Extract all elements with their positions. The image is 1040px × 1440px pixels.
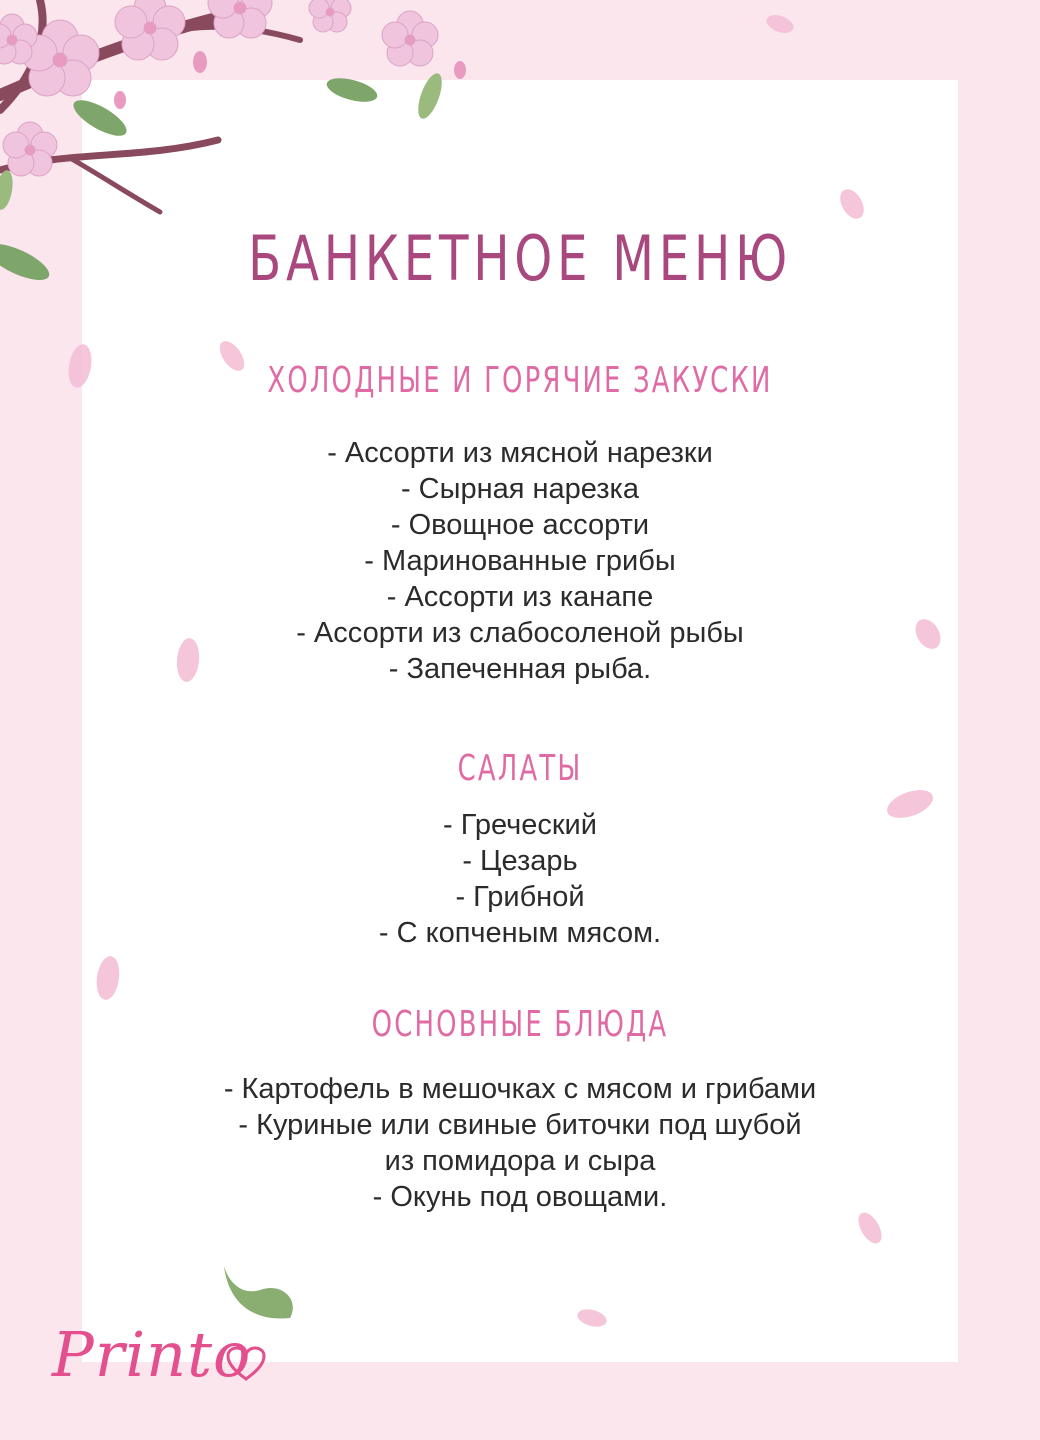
main-dishes-list (82, 1071, 958, 1215)
petal-icon (764, 12, 796, 37)
heart-icon (226, 1346, 266, 1382)
list-item: - Картофель в мешочках с мясом и грибами (223, 1073, 817, 1105)
list-item: - Куриные или свиные биточки под шубой (238, 1109, 802, 1141)
list-item: - С копченым мясом. (378, 917, 662, 949)
brand-logo: Printo (52, 1318, 252, 1391)
list-item: - Окунь под овощами. (372, 1181, 668, 1213)
list-item: - Цезарь (462, 845, 578, 877)
list-item: из помидора и сыра (384, 1145, 656, 1177)
list-item: - Маринованные грибы (364, 545, 676, 577)
salads-list (82, 807, 958, 951)
list-item: - Ассорти из слабосоленой рыбы (296, 617, 744, 649)
section-title-main-dishes: ОСНОВНЫЕ БЛЮДА (371, 1004, 669, 1045)
section-title-salads: САЛАТЫ (457, 748, 583, 789)
menu-title: БАНКЕТНОЕ МЕНЮ (248, 222, 792, 295)
list-item: - Сырная нарезка (400, 473, 640, 505)
list-item: - Ассорти из мясной нарезки (327, 437, 713, 469)
list-item: - Запеченная рыба. (388, 653, 652, 685)
list-item: - Ассорти из канапе (386, 581, 654, 613)
list-item: - Овощное ассорти (390, 509, 650, 541)
list-item: - Греческий (443, 809, 597, 841)
list-item: - Грибной (455, 881, 585, 913)
section-title-appetizers: ХОЛОДНЫЕ И ГОРЯЧИЕ ЗАКУСКИ (267, 360, 773, 401)
appetizers-list (82, 435, 958, 687)
